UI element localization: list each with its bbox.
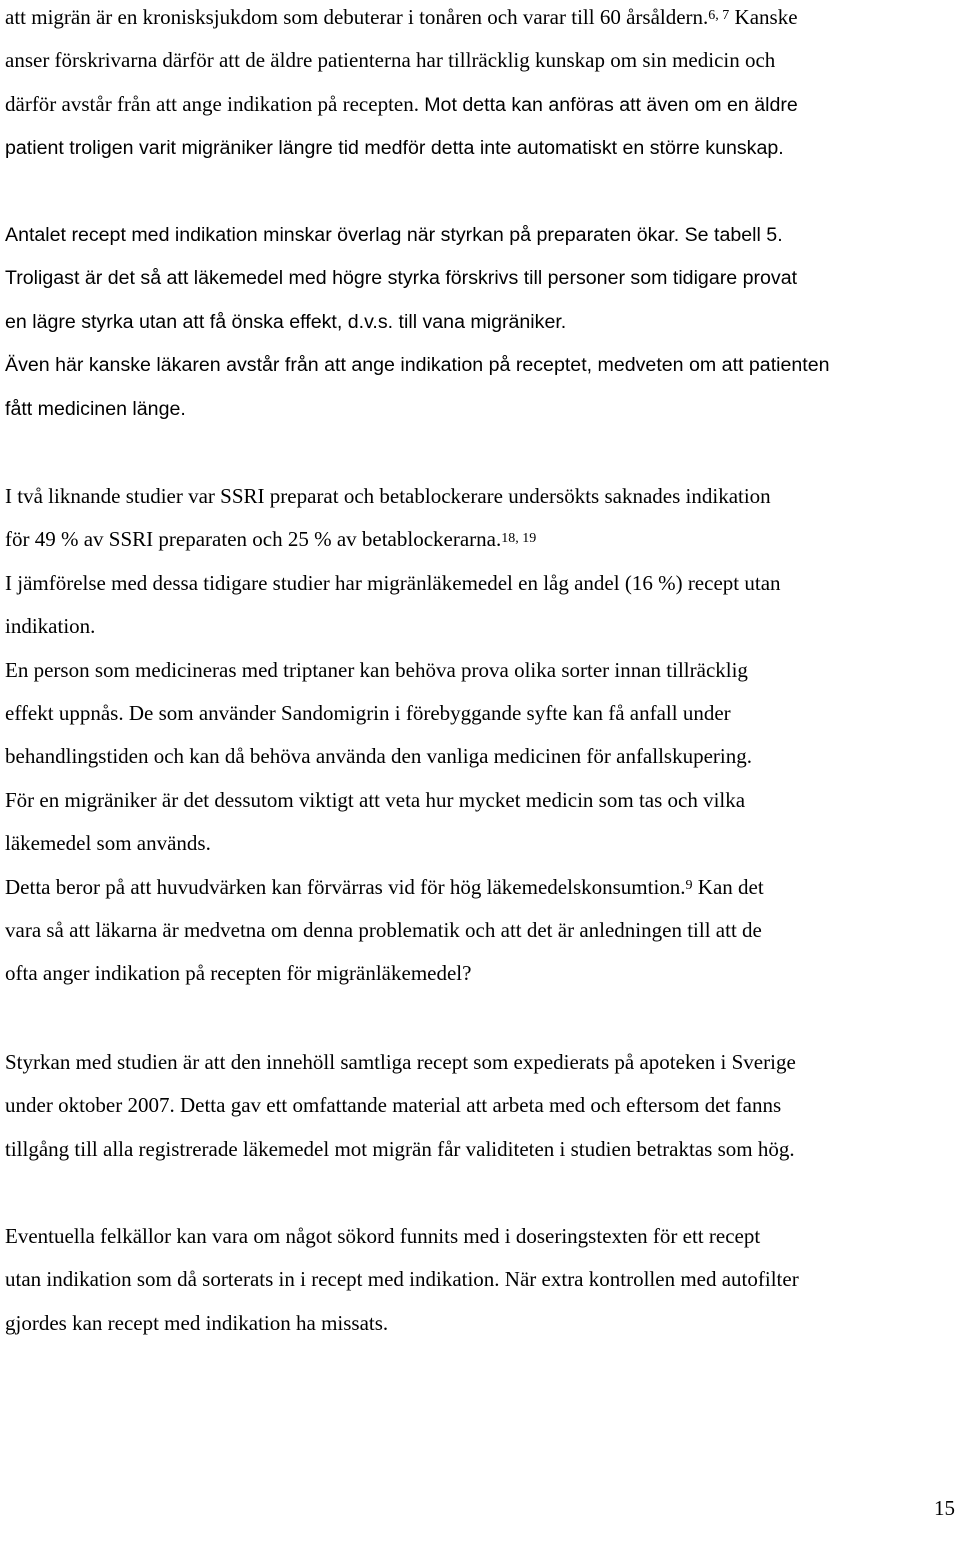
text-line <box>5 0 798 39</box>
footnote-reference: 9 <box>685 877 693 893</box>
footnote-reference: 6, 7 <box>708 8 730 24</box>
text-line: vara så att läkarna är medvetna om denna problematik och att det är anledningen till att de <box>5 918 762 943</box>
text-line: ofta anger indikation på recepten för migränläkemedel? <box>5 961 472 986</box>
text-line: tillgång till alla registrerade läkemedel mot migrän får validiteten i studien betraktas som hög. <box>5 1136 795 1161</box>
text-line: Troligast är det så att läkemedel med högre styrka förskrivs till personer som tidigare provat <box>5 267 798 290</box>
paragraph-2 <box>5 214 830 431</box>
text-line: Eventuella felkällor kan vara om något sökord funnits med i doseringstexten för ett recept <box>5 1224 761 1248</box>
text-line: För en migräniker är det dessutom viktigt att veta hur mycket medicin som tas och vilka <box>5 787 746 812</box>
text-line: effekt uppnås. De som använder Sandomigrin i förebyggande syfte kan få anfall under <box>5 701 731 726</box>
paragraph-3 <box>5 475 781 996</box>
text-line: I två liknande studier var SSRI preparat och betablockerare undersökts saknades indikation <box>5 484 771 508</box>
text-line: indikation. <box>5 614 96 639</box>
text-segment: Kanske <box>729 5 798 29</box>
text-line: patient troligen varit migräniker längre tid medför detta inte automatiskt en större kunskap. <box>5 137 784 160</box>
text-line: under oktober 2007. Detta gav ett omfattande material att arbeta med och eftersom det fanns <box>5 1093 782 1118</box>
text-line: gjordes kan recept med indikation ha missats. <box>5 1310 389 1335</box>
text-segment: Detta beror på att huvudvärken kan förvärras vid för hög läkemedelskonsumtion. <box>5 874 686 899</box>
text-line: Antalet recept med indikation minskar överlag när styrkan på preparaten ökar. Se tabell 5. <box>5 224 783 246</box>
text-segment: därför avstår från att ange indikation på recepten. <box>5 91 425 116</box>
text-line: behandlingstiden och kan då behöva använda den vanliga medicinen för anfallskupering. <box>5 744 752 769</box>
paragraph-1 <box>5 0 798 171</box>
page-number: 15 <box>934 1496 955 1520</box>
text-line: läkemedel som används. <box>5 831 211 856</box>
text-line <box>5 866 781 909</box>
footnote-reference: 18, 19 <box>501 530 537 546</box>
text-line <box>5 518 781 561</box>
paragraph-5 <box>5 1215 799 1345</box>
text-segment: för 49 % av SSRI preparaten och 25 % av betablockerarna. <box>5 527 502 552</box>
text-line <box>5 83 798 127</box>
text-line: Styrkan med studien är att den innehöll samtliga recept som expedierats på apoteken i Sverige <box>5 1050 796 1074</box>
text-segment: Mot detta kan anföras att även om en äldre <box>424 93 798 116</box>
text-line: utan indikation som då sorterats in i recept med indikation. När extra kontrollen med autofilter <box>5 1267 799 1292</box>
text-segment: att migrän är en kronisksjukdom som debuterar i tonåren och varar till 60 årsåldern. <box>5 5 709 29</box>
text-segment: Kan det <box>692 874 764 899</box>
text-line: En person som medicineras med triptaner kan behöva prova olika sorter innan tillräcklig <box>5 657 748 682</box>
paragraph-4 <box>5 1041 796 1171</box>
text-line: I jämförelse med dessa tidigare studier har migränläkemedel en låg andel (16 %) recept utan <box>5 570 781 595</box>
text-line: fått medicinen länge. <box>5 397 186 420</box>
text-line: anser förskrivarna därför att de äldre patienterna har tillräcklig kunskap om sin medicin och <box>5 48 776 73</box>
text-line: Även här kanske läkaren avstår från att ange indikation på receptet, medveten om att patienten <box>5 354 830 377</box>
text-line: en lägre styrka utan att få önska effekt, d.v.s. till vana migräniker. <box>5 310 567 333</box>
